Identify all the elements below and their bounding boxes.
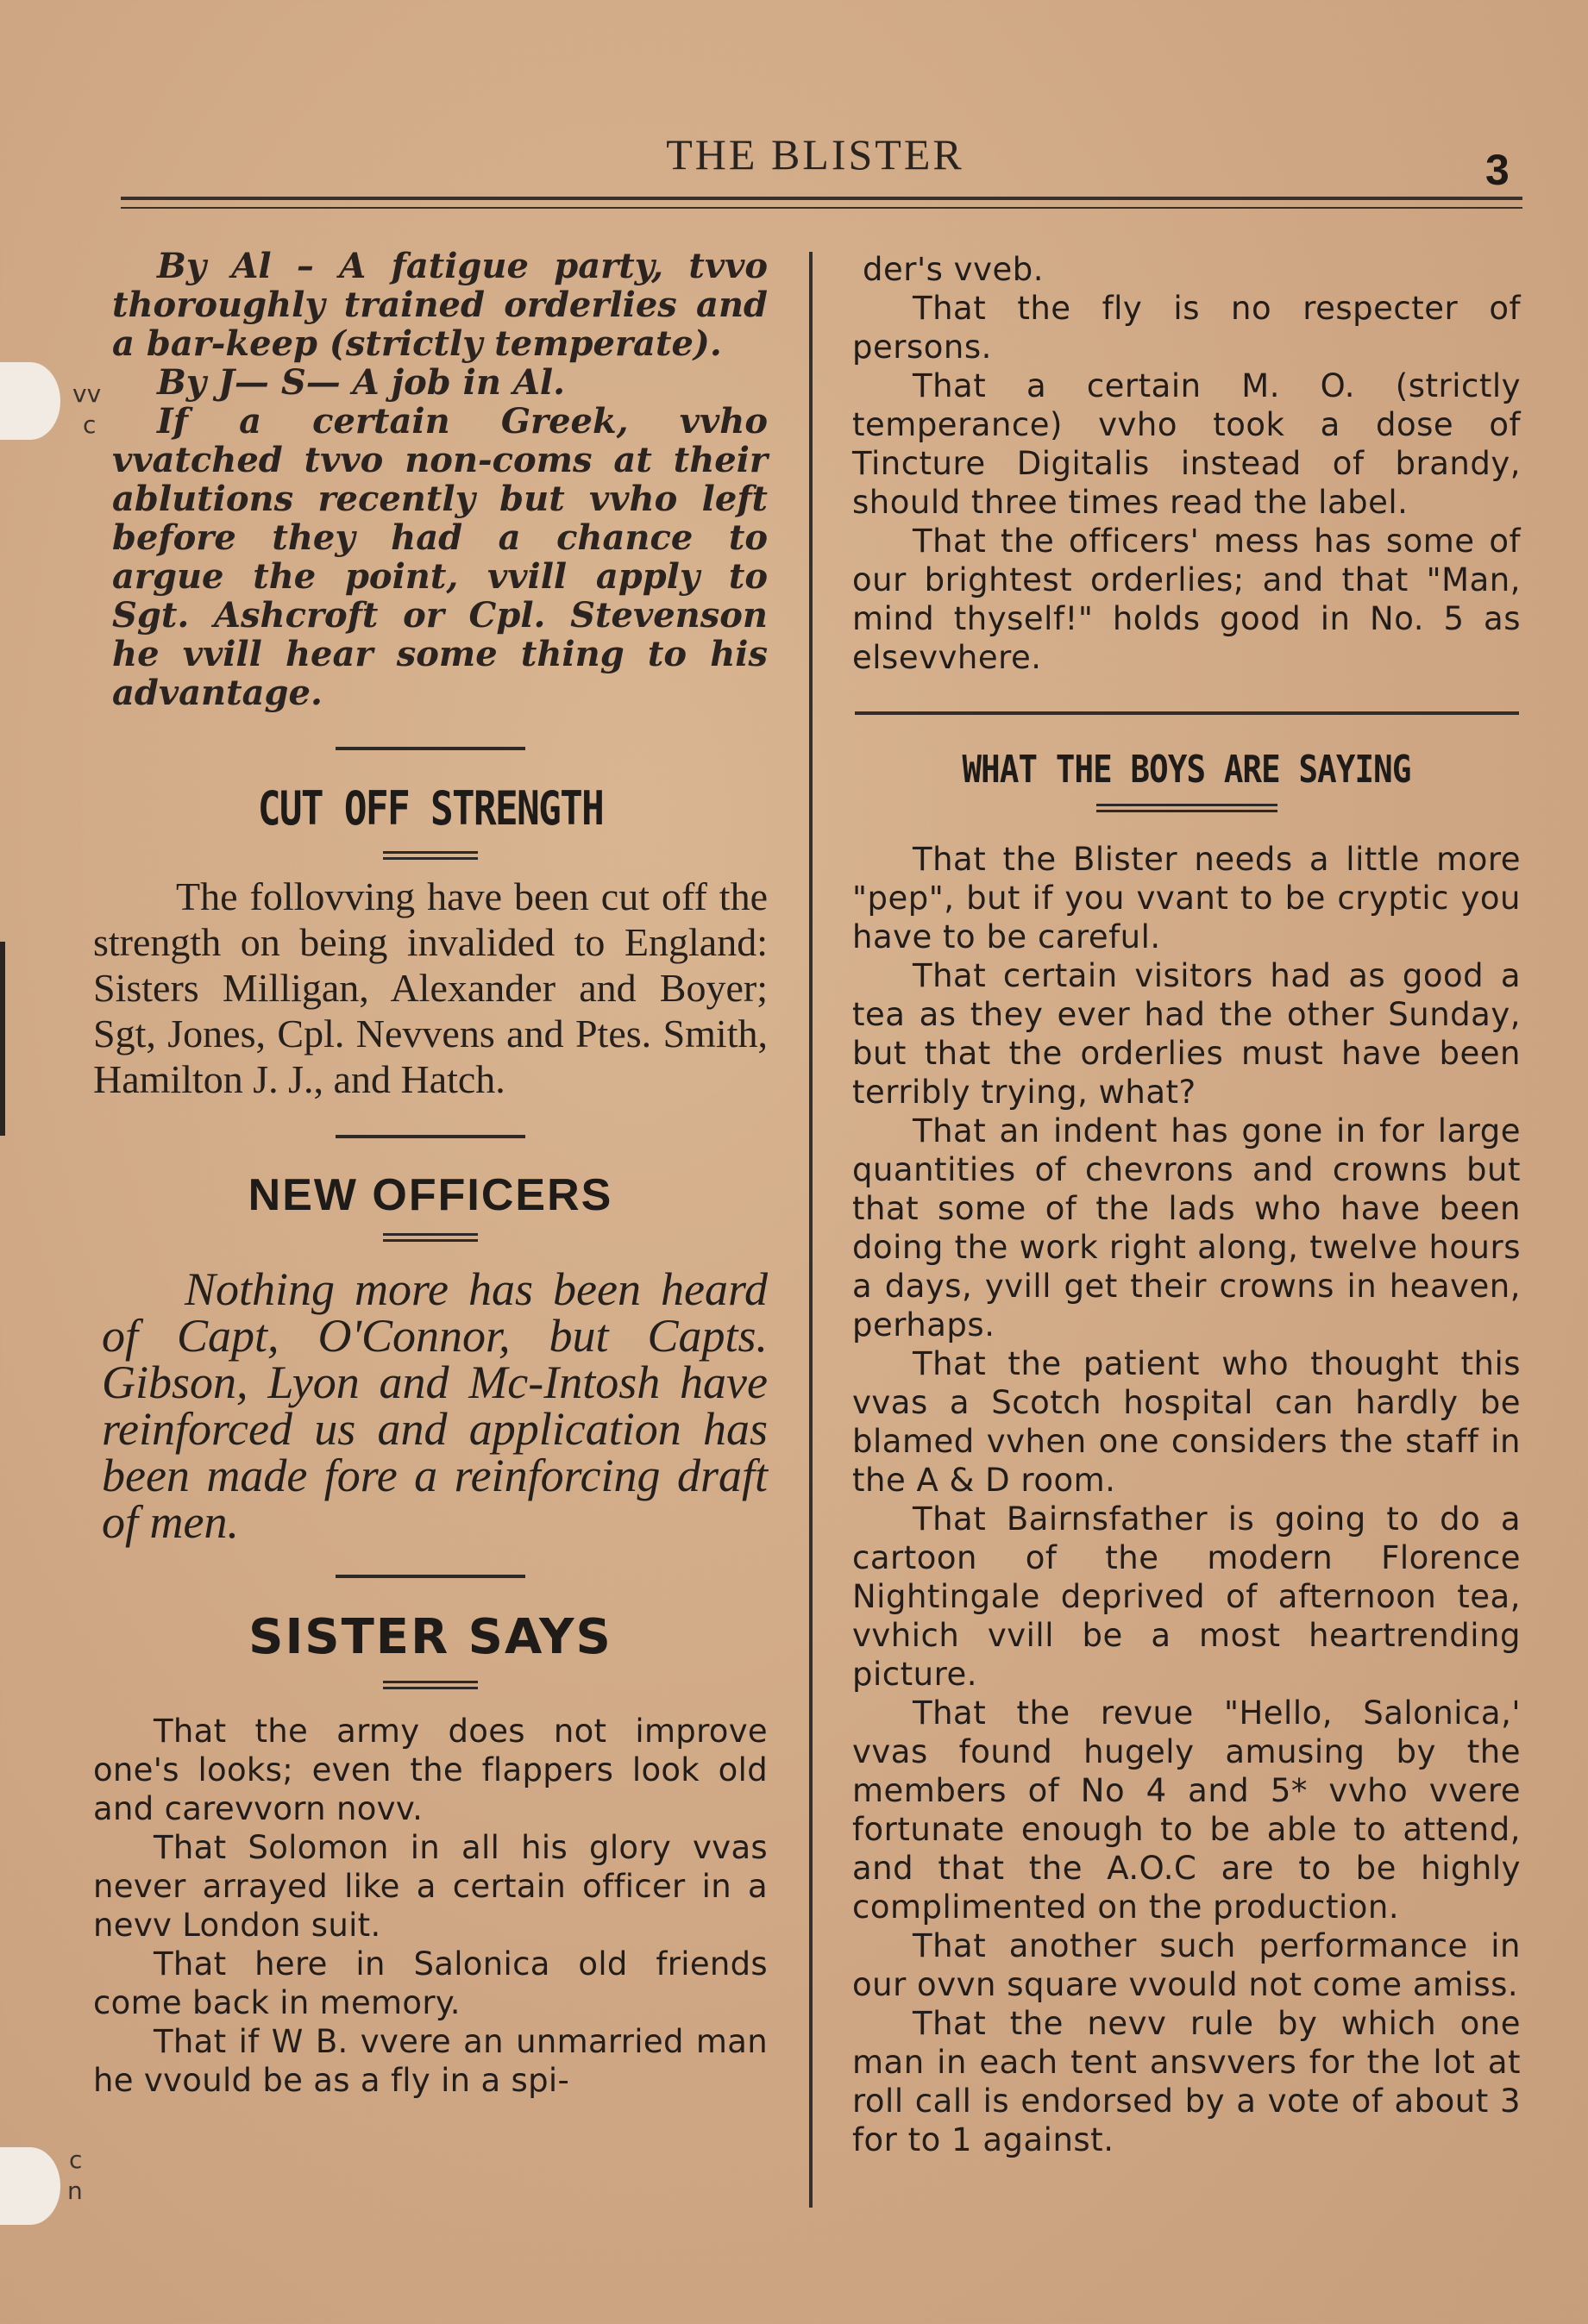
boys-saying-item: That the Blister needs a little more "pep", but if you vvant to be cryptic you have to be careful.: [852, 841, 1521, 955]
sister-says-item: That the army does not improve one's looks; even the flappers look old and carevvorn novv.: [93, 1713, 768, 1827]
continued-item: That the fly is no respecter of persons.: [852, 290, 1521, 366]
page-edge-shadow: [0, 942, 5, 1136]
boys-saying-item: That the nevv rule by which one man in each tent ansvvers for the lot at roll call is endorsed by a vote of about 3 for to 1 against.: [852, 2005, 1521, 2158]
margin-mark: n: [67, 2177, 83, 2205]
running-head-title: THE BLISTER: [666, 130, 964, 179]
section-heading-cut-off-strength: CUT OFF STRENGTH: [257, 781, 604, 836]
boys-saying-item: That another such performance in our ovvn square vvould not come amiss.: [852, 1927, 1521, 2003]
section-rule: [336, 1135, 525, 1138]
boys-saying-item: That certain visitors had as good a tea as they ever had the other Sunday, but that the orderlies must have been terribly trying, what?: [852, 957, 1521, 1111]
torn-hole-bottom: [0, 2147, 60, 2225]
boys-saying-item: That the revue "Hello, Salonica,' vvas found hugely amusing by the members of No 4 and 5* vvho vvere fortunate enough to be able to attend, and that the A.O.C are to be highly complimented on the production.: [852, 1694, 1521, 1926]
heading-double-rule: [1096, 804, 1277, 812]
heading-double-rule: [383, 1233, 478, 1242]
boys-saying-item: That Bairnsfather is going to do a cartoon of the modern Florence Nightingale deprived of afternoon tea, vvhich vvill be a most heartrending picture.: [852, 1500, 1521, 1693]
page-number: 3: [1485, 146, 1510, 194]
continued-item: That a certain M. O. (strictly temperance) vvho took a dose of Tincture Digitalis instead of brandy, should three times read the label.: [852, 367, 1521, 521]
sister-says-list: [93, 1712, 768, 2100]
heading-double-rule: [383, 1681, 478, 1689]
margin-mark: c: [83, 410, 97, 439]
section-rule: [336, 1575, 525, 1578]
margin-mark: c: [69, 2145, 83, 2174]
heading-double-rule: [383, 851, 478, 860]
boys-saying-item: That an indent has gone in for large quantities of chevrons and crowns but that some of the lads who have been doing the work right along, twelve hours a days, yvill get their crowns in heaven, perhaps.: [852, 1112, 1521, 1344]
sister-says-item: That Solomon in all his glory vvas never arrayed like a certain officer in a nevv London suit.: [93, 1829, 768, 1944]
boys-saying-list: [852, 840, 1521, 2159]
continued-text: der's vveb.: [863, 251, 1044, 288]
personal-notice: By J— S— A job in Al.: [157, 362, 566, 403]
section-rule: [336, 747, 525, 750]
header-rule-thin: [121, 207, 1522, 209]
left-column: [93, 247, 768, 2100]
sister-says-item: That if W B. vvere an unmarried man he vvould be as a fly in a spi-: [93, 2023, 768, 2099]
personal-notice: If a certain Greek, vvho vvatched tvvo non-coms at their ablutions recently but vvho left before they had a chance to argue the point, vvill apply to Sgt. Ashcroft or Cpl. Stevenson he vvill hear some thing to his advantage.: [112, 401, 768, 713]
section-heading-sister-says: SISTER SAYS: [248, 1609, 612, 1665]
section-heading-new-officers: NEW OFFICERS: [248, 1170, 613, 1220]
section-heading-what-the-boys-are-saying: WHAT THE BOYS ARE SAYING: [962, 748, 1411, 792]
cut-off-strength-body: The follovving have been cut off the strength on being invalided to England: Sisters Milligan, Alexander and Boyer; Sgt, Jones, Cpl. Nevvens and Ptes. Smith, Hamilton J. J., and Hatch.: [93, 874, 768, 1101]
boys-saying-item: That the patient who thought this vvas a Scotch hospital can hardly be blamed vvhen one considers the staff in the A & D room.: [852, 1345, 1521, 1499]
margin-mark: vv: [72, 379, 102, 408]
sister-says-item: That here in Salonica old friends come back in memory.: [93, 1945, 768, 2021]
continued-item: That the officers' mess has some of our brightest orderlies; and that "Man, mind thyself!" holds good in No. 5 as elsevvhere.: [852, 523, 1521, 676]
right-column: [852, 250, 1521, 2159]
torn-hole-top: [0, 362, 60, 440]
column-divider: [809, 252, 813, 2208]
personal-notice: By Al – A fatigue party, tvvo thoroughly trained orderlies and a bar-keep (strictly temperate).: [112, 246, 768, 364]
new-officers-body: Nothing more has been heard of Capt, O'Connor, but Capts. Gibson, Lyon and Mc-Intosh have reinforced us and application has been made fore a reinforcing draft of men.: [102, 1263, 768, 1548]
section-rule: [855, 711, 1519, 715]
header-rule: [121, 197, 1522, 200]
